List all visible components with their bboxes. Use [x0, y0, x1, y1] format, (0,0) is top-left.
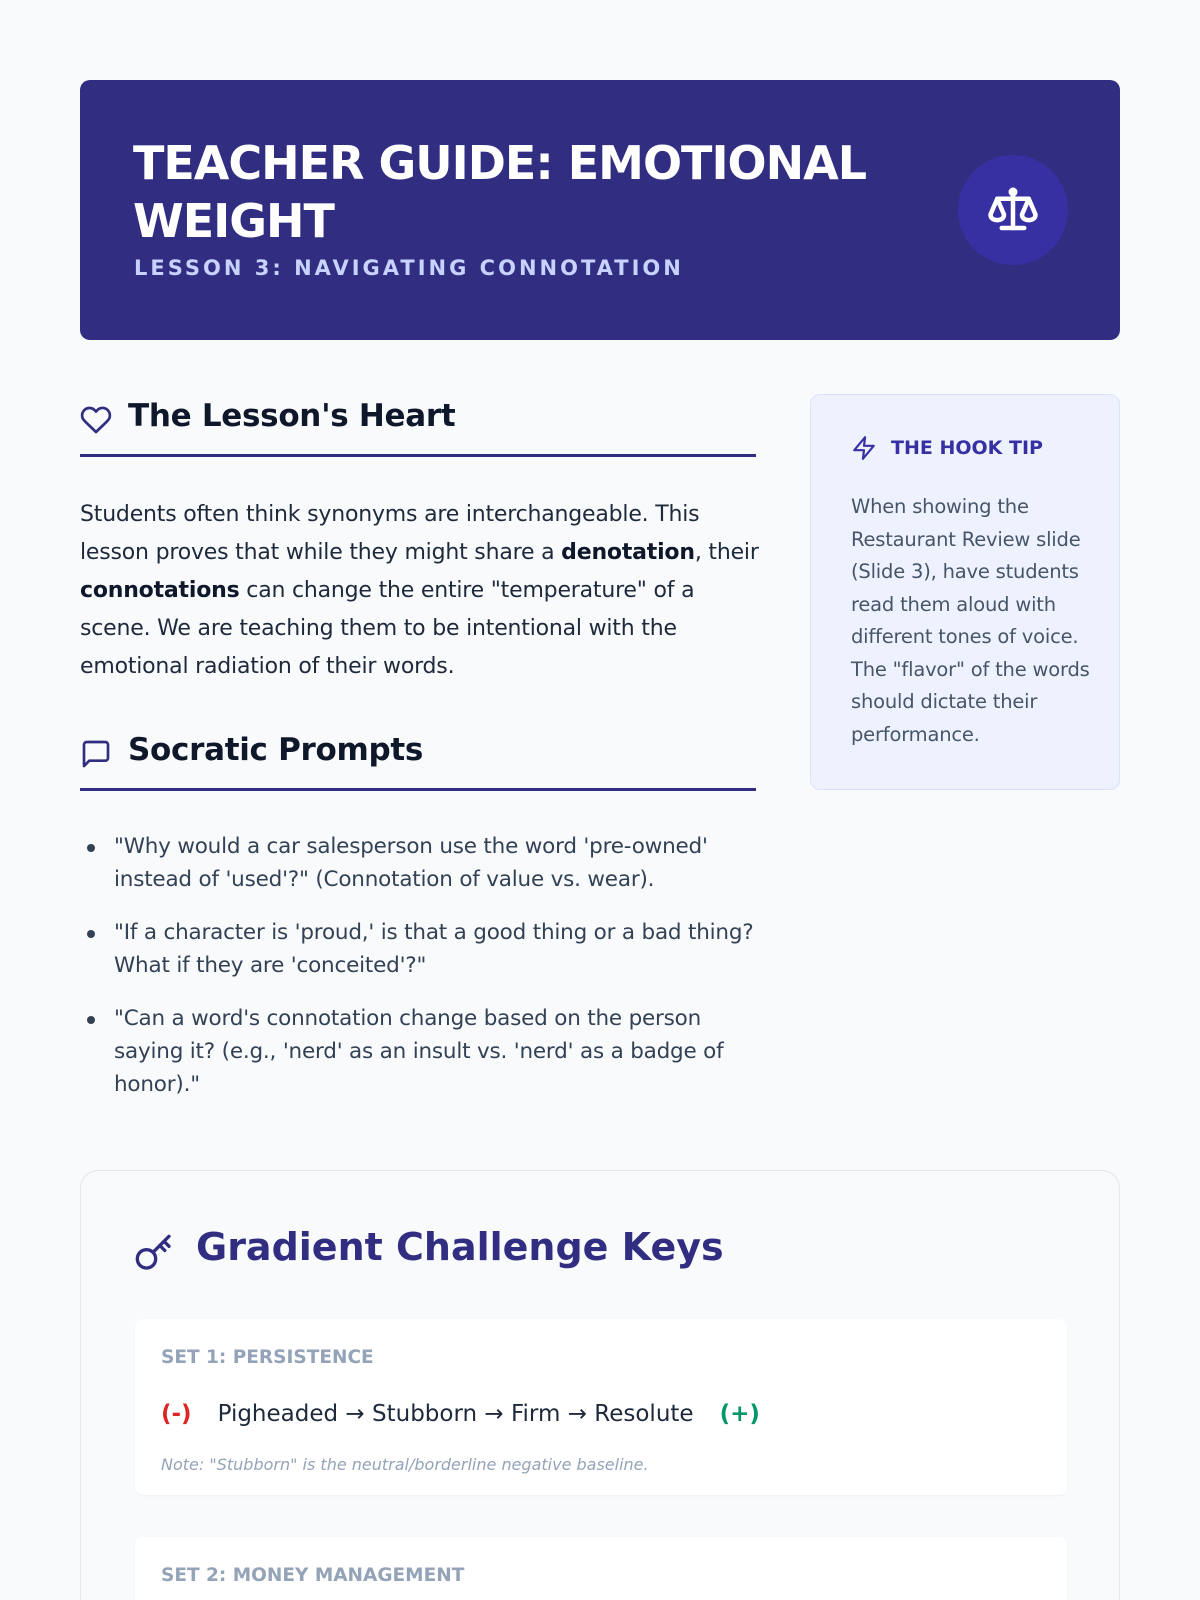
paragraph-text: can change the entire "temperature" of a scene. We are teaching them to be intentional with the emotional radiation of their words. [80, 578, 695, 679]
list-item: "Can a word's connotation change based on the person saying it? (e.g., 'nerd' as an insult vs. 'nerd' as a badge of honor)." [80, 1002, 760, 1101]
page-title: TEACHER GUIDE: EMOTIONAL WEIGHT [133, 136, 867, 248]
negative-marker: (-) [161, 1401, 192, 1427]
positive-marker: (+) [719, 1401, 760, 1427]
socratic-prompt-list [80, 830, 760, 1121]
section-title-socratic: Socratic Prompts [128, 732, 424, 768]
lesson-heart-paragraph [80, 496, 760, 686]
paragraph-text: , their [694, 540, 759, 565]
section-heading-socratic [80, 732, 756, 791]
set-note: Note: "Stubborn" is the neutral/borderline negative baseline. [161, 1455, 649, 1474]
hook-tip-text: When showing the Restaurant Review slide (Slide 3), have students read them aloud with different tones of voice. The "flavor" of the words should dictate their performance. [851, 495, 1090, 746]
lightning-icon [851, 435, 877, 461]
term-denotation: denotation [561, 540, 695, 565]
gradient-challenge-panel [80, 1170, 1120, 1600]
gradient-sequence-row [161, 1401, 760, 1427]
section-heading-heart [80, 398, 756, 457]
set-label: SET 2: MONEY MANAGEMENT [161, 1565, 465, 1586]
header-banner [80, 80, 1120, 340]
set-card-persistence [135, 1319, 1067, 1495]
set-label: SET 1: PERSISTENCE [161, 1347, 374, 1368]
set-card-money-management [135, 1537, 1067, 1600]
hook-tip-title: THE HOOK TIP [891, 437, 1043, 459]
heart-icon [80, 404, 112, 436]
term-connotations: connotations [80, 578, 240, 603]
scale-icon [986, 183, 1040, 237]
chat-bubble-icon [80, 738, 112, 770]
header-badge [958, 155, 1068, 265]
gradient-sequence: Pigheaded → Stubborn → Firm → Resolute [217, 1401, 694, 1427]
list-item: "Why would a car salesperson use the word 'pre-owned' instead of 'used'?" (Connotation of value vs. wear). [80, 830, 760, 896]
page-subtitle: LESSON 3: NAVIGATING CONNOTATION [134, 256, 684, 280]
list-item: "If a character is 'proud,' is that a good thing or a bad thing? What if they are 'conceited'?" [80, 916, 760, 982]
hook-tip-card [810, 394, 1120, 790]
section-title-heart: The Lesson's Heart [128, 398, 456, 434]
paragraph-text: Students often think synonyms are interchangeable. This lesson proves that while they might share a [80, 502, 700, 565]
key-icon [134, 1233, 174, 1273]
gradient-title: Gradient Challenge Keys [196, 1225, 724, 1269]
